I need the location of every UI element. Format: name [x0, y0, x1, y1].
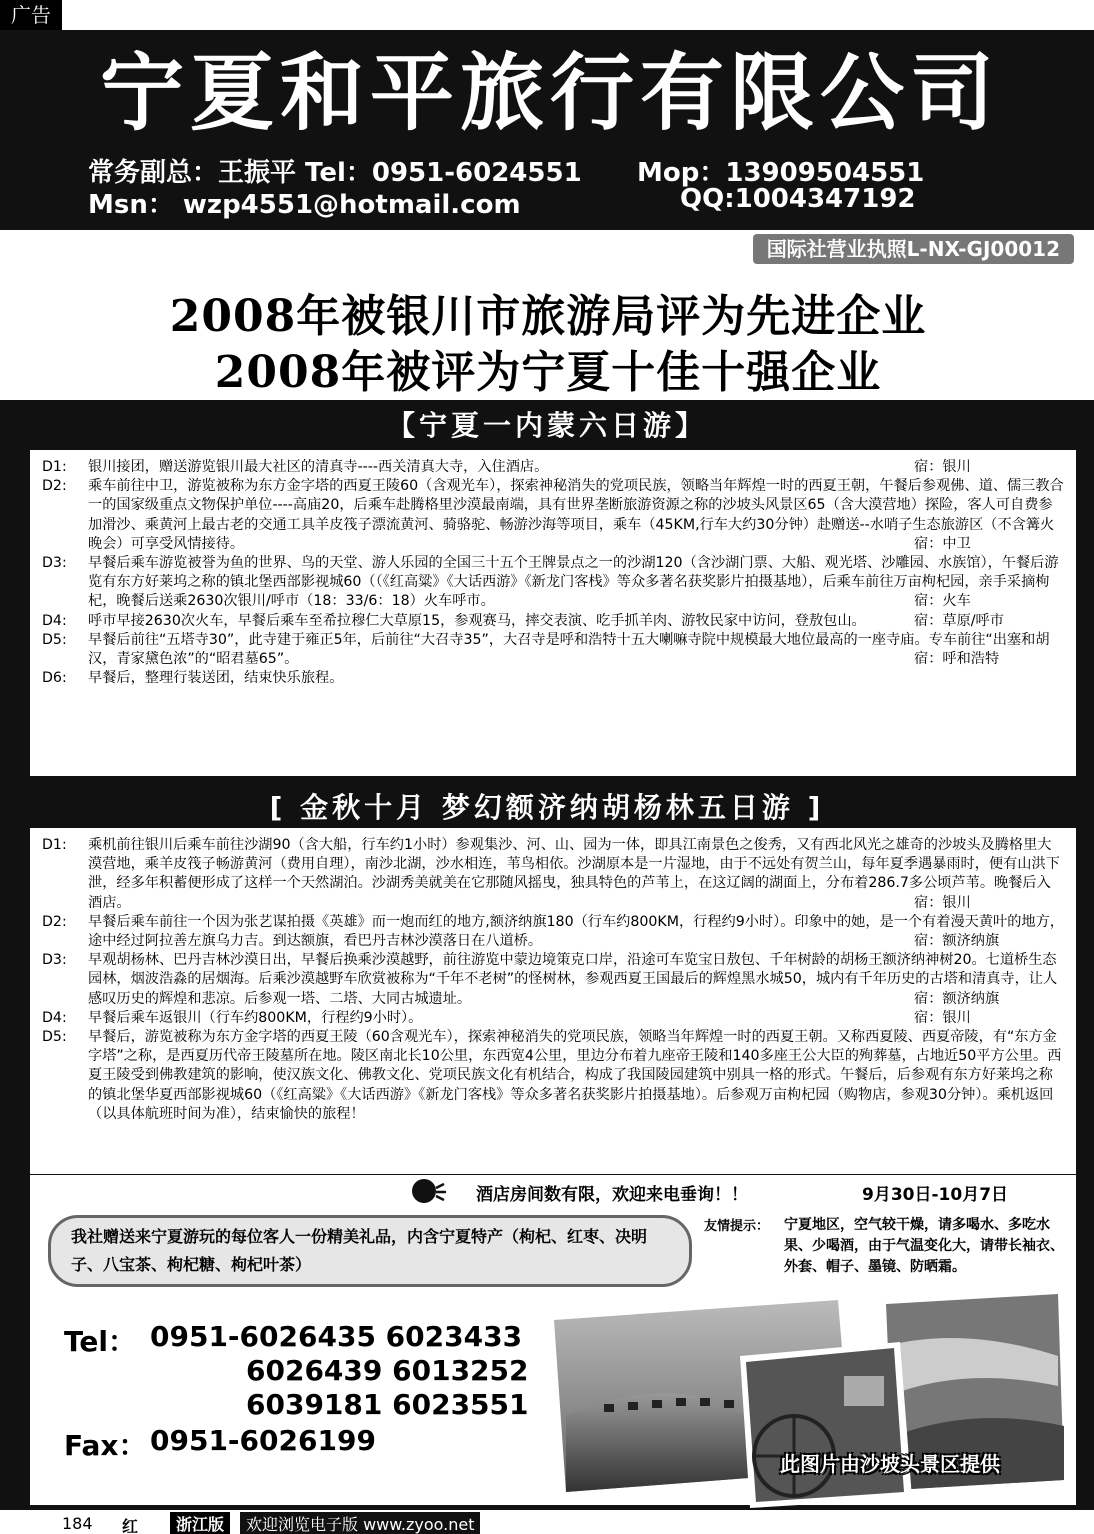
- day-text: [88, 554, 1064, 612]
- license-badge: 国际社营业执照L-NX-GJ00012: [753, 234, 1074, 264]
- day-description: 早餐后乘车前往一个因为张艺谋拍摄《英雄》而一炮而红的地方,额济纳旗180（行车约800KM，行程约9小时）。印象中的她，是一个有着漫天黄叶的地方，途中经过阿拉善左旗乌力吉。到达额旗，看巴丹吉林沙漠落日在八道桥。: [88, 913, 1064, 950]
- day-row: [42, 631, 1064, 669]
- day-description: 早餐后乘车游览被誉为鱼的世界、鸟的天堂、游人乐园的全国三十五个王牌景点之一的沙湖120（含沙湖门票、大船、观光塔、沙雕园、水族馆），午餐后游览有东方好莱坞之称的镇北堡西部影视城60（（《红高粱》《大话西游》《新龙门客栈》等众多著名获奖影片拍摄基地），后乘车前往万亩枸杞园，亲手采摘枸杞，晚餐后送乘2630次银川/呼市（18：33/6：18）火车呼市。: [88, 555, 1059, 610]
- day-label: D5:: [42, 1029, 67, 1046]
- website-link[interactable]: 欢迎浏览电子版 www.zyoo.net: [240, 1512, 480, 1534]
- day-row: [42, 1028, 1064, 1124]
- day-row: [42, 951, 1064, 1009]
- day-description: 早餐后，游览被称为东方金字塔的西夏王陵（60含观光车），探索神秘消失的党项民族，领略当年辉煌一时的西夏王朝。又称西夏陵、西夏帝陵，有“东方金字塔”之称，是西夏历代帝王陵墓所在地。陵区南北长10公里，东西宽4公里，里边分布着九座帝王陵和140多座王公大臣的殉葬墓，占地近50平方公里。西夏王陵受到佛教建筑的影响，使汉族文化、佛教文化、党项民族文化有机结合，构成了我国陵园建筑中别具一格的形式。午餐后，后参观有东方好莱坞之称的镇北堡华夏西部影视城60（《红高粱》《大话西游》《新龙门客栈》等众多著名获奖影片拍摄基地）。后参观万亩枸杞园（购物店，参观30分钟）。乘机返回（以具体航班时间为准），结束愉快的旅程！: [88, 1029, 1062, 1122]
- day-description: 呼市早接2630次火车，早餐后乘车至希拉穆仁大草原15，参观赛马，摔交表演、吃手抓羊肉、游牧民家中访问，登敖包山。: [88, 612, 866, 629]
- day-description: 乘机前往银川后乘车前往沙湖90（含大船，行车约1小时）参观集沙、河、山、园为一体，即具江南景色之俊秀，又有西北风光之雄奇的沙坡头及腾格里大漠营地，乘羊皮筏子畅游黄河（费用自理），南沙北湖，沙水相连，苇鸟相依。沙湖原本是一片湿地，由于不远处有贺兰山，每年夏季遇暴雨时，便有山洪下泄，经多年积蓄便形成了这样一个天然湖泊。沙湖秀美就美在它那随风摇曳，独具特色的芦苇上，在这辽阔的湖面上，分布着286.7多公顷芦苇。晚餐后入酒店。: [88, 837, 1060, 911]
- day-stay: 宿：火车: [914, 593, 971, 610]
- tips-label: 友情提示：: [704, 1219, 770, 1234]
- tour2-itinerary: [30, 828, 1076, 1174]
- honor-line-2: 2008年被评为宁夏十佳十强企业: [214, 347, 882, 398]
- fax-label: Fax：: [64, 1429, 147, 1462]
- tips-text: 宁夏地区，空气较干燥，请多喝水、多吃水果、少喝酒，由于气温变化大，请带长袖衣、外套、帽子、墨镜、防晒霜。: [784, 1217, 1064, 1275]
- day-label: D1:: [42, 459, 67, 475]
- qq-contact: QQ:1004347192: [680, 184, 916, 214]
- day-stay: 宿：额济纳旗: [914, 933, 1000, 950]
- tel-line-2: 6026439 6013252: [246, 1354, 529, 1387]
- waterwheel-photo: [740, 1342, 912, 1508]
- day-text: [88, 477, 1064, 554]
- tel-line-3: 6039181 6023551: [246, 1388, 529, 1421]
- day-stay: 宿：银川: [914, 1009, 971, 1026]
- day-label: D3:: [42, 555, 67, 572]
- tel-label: Tel：: [64, 1325, 136, 1358]
- day-row: [42, 913, 1064, 951]
- day-description: 早餐后前往“五塔寺30”，此寺建于雍正5年，后前往“大召寺35”，大召寺是呼和浩特十五大喇嘛寺院中规模最大地位最高的一座寺庙。专车前往“出塞和胡汉，青家黛色浓”的“昭君墓65”。: [88, 631, 1050, 668]
- day-label: D2:: [42, 478, 67, 495]
- gift-notice: 我社赠送来宁夏游玩的每位客人一份精美礼品，内含宁夏特产（枸杞、红枣、决明子、八宝茶、枸杞糖、枸杞叶茶）: [48, 1215, 692, 1287]
- fax-number: 0951-6026199: [150, 1424, 376, 1457]
- day-text: [88, 951, 1064, 1009]
- day-text: [88, 1009, 1064, 1028]
- day-row: [42, 1009, 1064, 1028]
- company-name: 宁夏和平旅行有限公司: [99, 43, 1000, 142]
- day-stay: 宿：额济纳旗: [914, 990, 1000, 1007]
- day-row: [42, 836, 1064, 913]
- mobile-contact: Mop：13909504551: [637, 158, 925, 188]
- day-label: D6:: [42, 670, 67, 687]
- day-description: 早餐后乘车返银川（行车约800KM，行程约9小时）。: [88, 1009, 423, 1026]
- tour1-title: 【宁夏一内蒙六日游】: [386, 409, 707, 442]
- edition-badge: 浙江版: [170, 1512, 230, 1534]
- day-label: D3:: [42, 952, 67, 969]
- honor-line-1: 2008年被银川市旅游局评为先进企业: [169, 291, 927, 342]
- day-text: [88, 1028, 1064, 1124]
- day-label: D2:: [42, 913, 67, 930]
- section-mark: 红: [122, 1517, 139, 1534]
- photo-caption: 此图片由沙坡头景区提供: [780, 1452, 1000, 1476]
- page-number: 184: [62, 1514, 93, 1533]
- day-stay: 宿：呼和浩特: [914, 651, 1000, 668]
- day-text: [88, 913, 1064, 951]
- footer: [0, 1510, 1094, 1534]
- day-row: [42, 554, 1064, 612]
- msn-contact: Msn： wzp4551@hotmail.com: [88, 190, 521, 220]
- room-notice: 酒店房间数有限，欢迎来电垂询！！: [476, 1185, 748, 1205]
- day-text: [88, 458, 1064, 477]
- tour2-title: [ 金秋十月 梦幻额济纳胡杨林五日游 ]: [269, 791, 825, 824]
- day-text: [88, 631, 1064, 669]
- tour1-itinerary: [30, 450, 1076, 776]
- day-text: [88, 836, 1064, 913]
- day-stay: 宿：银川: [914, 459, 971, 475]
- day-row: [42, 612, 1064, 631]
- day-label: D5:: [42, 631, 67, 648]
- day-description: 早餐后，整理行装送团，结束快乐旅程。: [88, 670, 344, 687]
- day-text: [88, 612, 1064, 631]
- manager-contact: 常务副总：王振平 Tel：0951-6024551: [88, 158, 582, 188]
- day-stay: 宿：草原/呼市: [914, 612, 1004, 629]
- day-description: 银川接团，赠送游览银川最大社区的清真寺----西关清真大寺，入住酒店。: [88, 459, 549, 475]
- tour-dates: 9月30日-10月7日: [862, 1185, 1009, 1205]
- day-row: [42, 477, 1064, 554]
- speaker-icon: [410, 1176, 460, 1206]
- day-row: [42, 458, 1064, 477]
- day-stay: 宿：银川: [914, 894, 971, 911]
- day-description: 乘车前往中卫，游览被称为东方金字塔的西夏王陵60（含观光车），探索神秘消失的党项民族，领略当年辉煌一时的西夏王朝，午餐后参观佛、道、儒三教合一的国家级重点文物保护单位----高庙20，后乘车赴腾格里沙漠最南端，具有世界垄断旅游资源之称的沙坡头风景区65（含大漠营地）探险，客人可自费参加滑沙、乘黄河上最古老的交通工具羊皮筏子漂流黄河、骑骆驼、畅游沙海等项目，乘车（45KM,行车大约30分钟）赴赠送--水哨子生态旅游区（不含篝火晚会）可享受风情接待。: [88, 478, 1064, 552]
- day-label: D1:: [42, 837, 67, 853]
- day-text: [88, 669, 1064, 688]
- tel-line-1: 0951-6026435 6023433: [150, 1320, 523, 1353]
- day-row: [42, 669, 1064, 688]
- day-stay: 宿：中卫: [914, 535, 971, 552]
- day-description: 早观胡杨林、巴丹吉林沙漠日出，早餐后换乘沙漠越野，前往游览中蒙边境策克口岸，沿途可车览宝日敖包、千年树龄的胡杨王额济纳神树20。七道桥生态园林，烟波浩淼的居烟海。后乘沙漠越野车欣赏被称为“千年不老树”的怪树林，参观西夏王国最后的辉煌黑水城50，城内有千年历史的古塔和清真寺，让人感叹历史的辉煌和悲凉。后参观一塔、二塔、大同古城遗址。: [88, 952, 1058, 1007]
- day-label: D4:: [42, 1009, 67, 1026]
- day-label: D4:: [42, 612, 67, 629]
- ad-tag: 广告: [0, 0, 62, 30]
